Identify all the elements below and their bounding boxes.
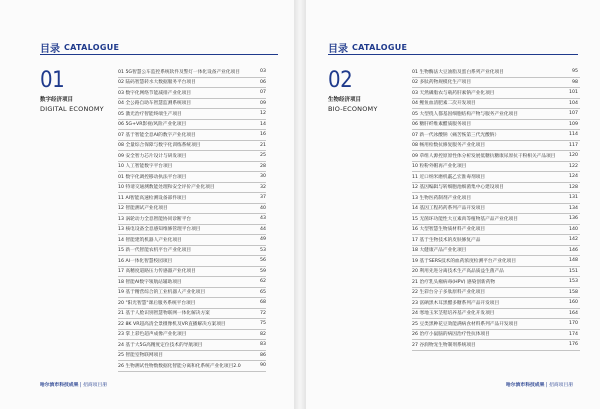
toc-entry-title: 24 基于大5G高精度定位技术的导航项目: [118, 342, 203, 348]
toc-entry-page: 122: [569, 163, 578, 169]
toc-entry-title: 18 大健康产品产业化项目: [412, 248, 467, 254]
right-page: [306, 0, 600, 409]
toc-entry-page: 07: [260, 90, 266, 96]
toc-entry[interactable]: [118, 67, 266, 78]
toc-entry-page: 131: [569, 195, 578, 201]
section-title-en: DIGITAL ECONOMY: [40, 105, 104, 113]
toc-entry-title: 23 掌上彩色超声成像产业化项目: [118, 332, 187, 338]
toc-entry[interactable]: [118, 141, 266, 152]
toc-entry-page: 44: [260, 226, 266, 232]
toc-entry-page: 98: [572, 79, 578, 85]
toc-entry-title: 12 基因编辑与转细胞池细菌集中心建设项目: [412, 185, 504, 191]
toc-entry-title: 17 基于生物技术的皮肤修复产品: [412, 237, 481, 243]
toc-entry-title: 03 天然磷脂农与载药肝素钠产业化项目: [412, 90, 495, 96]
toc-entry-title: 02 多肽药物规模化生产项目: [412, 80, 472, 86]
toc-entry[interactable]: [118, 267, 266, 278]
toc-entry-page: 53: [260, 247, 266, 253]
toc-entry[interactable]: [118, 340, 266, 351]
toc-entry[interactable]: [412, 67, 580, 78]
catalogue-heading: [40, 41, 119, 53]
toc-entry[interactable]: [412, 298, 580, 309]
toc-entry-page: 95: [572, 69, 578, 75]
toc-entry-page: 49: [260, 237, 266, 243]
toc-entry[interactable]: [412, 120, 580, 131]
toc-entry-title: 16 AI一体化智慧校园项目: [118, 258, 173, 264]
catalogue-title-zh: 目录: [40, 43, 60, 55]
toc-entry-title: 15 无菌环功能性大豆素肉等植物基产品产业化项目: [412, 216, 518, 222]
toc-entry-title: 10 人工智能数字平台项目: [118, 164, 173, 170]
section-title-zh: 生物经济项目: [328, 97, 362, 103]
toc-entry[interactable]: [118, 214, 266, 225]
toc-entry-title: 12 智能测试产业化项目: [118, 206, 168, 212]
toc-entry[interactable]: [118, 172, 266, 183]
toc-entry[interactable]: [412, 277, 580, 288]
toc-entry-title: 03 数字化网络节能减排产业化项目: [118, 90, 192, 96]
toc-entry-page: 43: [260, 216, 266, 222]
toc-entry[interactable]: [118, 277, 266, 288]
toc-entry-page: 32: [260, 184, 266, 190]
toc-entry-page: 142: [569, 237, 578, 243]
toc-entry-page: 124: [569, 174, 578, 180]
toc-entry[interactable]: [412, 256, 580, 267]
toc-entry-title: 16 大型智慧生物质材料产业化项目: [412, 227, 486, 233]
toc-entry[interactable]: [118, 361, 266, 372]
toc-entry-title: 02 陆码智慧转水大数据服务平台项目: [118, 80, 196, 86]
toc-entry[interactable]: [118, 109, 266, 120]
toc-entry[interactable]: [118, 235, 266, 246]
toc-entry[interactable]: [412, 319, 580, 330]
toc-entry-title: 01 生物酶法大豆油脂及蛋白系列产业化项目: [412, 69, 504, 75]
toc-entry-title: 06 5G+VR影视/风险产业化项目: [118, 122, 187, 128]
toc-entry-title: 04 全公路自助车智慧监测系统项目: [118, 101, 192, 107]
book-gutter: [294, 0, 306, 409]
toc-entry-title: 04 鲤鱼血清肥素二次开发项目: [412, 101, 476, 107]
toc-entry-page: 148: [569, 258, 578, 264]
toc-entry-page: 16: [260, 132, 266, 138]
toc-entry-title: 27 谷润物宠生物制剂系统项目: [412, 342, 476, 348]
heading-divider: [40, 54, 278, 55]
toc-entry[interactable]: [412, 141, 580, 152]
toc-entry[interactable]: [412, 99, 580, 110]
toc-entry-title: 09 草组人源控原原性体分析发展低糖抗糖康尿原抗干粉相关产品项目: [412, 153, 556, 159]
toc-entry-page: 104: [569, 100, 578, 106]
toc-entry-title: 11 近口纳米磨机霰乙宏淮毒剂项目: [412, 174, 486, 180]
toc-entry-title: 21 基于人脸识别智慧物联网一体化解决方案: [118, 311, 210, 317]
toc-entry-page: 82: [260, 331, 266, 337]
toc-entry[interactable]: [412, 204, 580, 215]
toc-entry-page: 40: [260, 205, 266, 211]
toc-entry[interactable]: [412, 109, 580, 120]
toc-entry[interactable]: [118, 162, 266, 173]
toc-entry-page: 37: [260, 195, 266, 201]
catalogue-title-en: CATALOGUE: [64, 42, 120, 52]
toc-entry-page: 68: [260, 300, 266, 306]
page-footer: [40, 381, 107, 388]
toc-entry-title: 26 生物测试性物数数据化智能分离和化系统产业化项目2.0: [118, 363, 241, 369]
left-page: [0, 0, 294, 409]
section-label: [40, 70, 104, 113]
toc-entry-title: 21 治疗乳头瘤病毒(HPV) 感染创新药物: [412, 279, 496, 285]
toc-entry-page: 30: [260, 174, 266, 180]
toc-entry-page: 176: [569, 342, 578, 348]
toc-entry-page: 25: [260, 153, 266, 159]
toc-entry-title: 17 高精度道路压力传感器产业化项目: [118, 269, 196, 275]
toc-entry[interactable]: [118, 298, 266, 309]
toc-entry[interactable]: [412, 330, 580, 341]
toc-entry-title: 22 生彩台分子多肽原料产业化项目: [412, 290, 486, 296]
toc-entry[interactable]: [412, 183, 580, 194]
toc-entry[interactable]: [118, 351, 266, 362]
toc-entry-title: 18 智能AI数字领航站辅助项目: [118, 279, 182, 285]
toc-entry-title: 06 糖肝纤维素醋质服务项目: [412, 122, 472, 128]
toc-entry-page: 21: [260, 142, 266, 148]
toc-list: [118, 67, 266, 372]
toc-entry[interactable]: [118, 288, 266, 299]
toc-entry-page: 56: [260, 258, 266, 264]
toc-entry-page: 140: [569, 226, 578, 232]
catalogue-title-en: CATALOGUE: [352, 42, 408, 52]
toc-entry-page: 75: [260, 321, 266, 327]
toc-entry-title: 19 基于精营综合的工业机器人产业化项目: [118, 290, 206, 296]
toc-entry-title: 13 涡轮动力全息智能协同诊断平台: [118, 216, 192, 222]
toc-entry-page: 114: [569, 132, 578, 138]
section-label: [328, 70, 378, 113]
toc-entry-title: 08 畅用检数抗修复服务产业化项目: [412, 143, 486, 149]
toc-entry-page: 117: [569, 142, 578, 148]
catalogue-heading: [328, 41, 407, 53]
footer-title: 哈尔滨市科技成果: [40, 383, 79, 388]
section-title-en: BIO-ECONOMY: [328, 105, 378, 113]
toc-entry[interactable]: [412, 88, 580, 99]
toc-entry[interactable]: [118, 151, 266, 162]
toc-entry-title: 20 "阳光智慧"课后服务系统平台项目: [118, 300, 196, 306]
toc-entry-page: 06: [260, 79, 266, 85]
toc-entry-title: 01 5G智慧公车监控系统软件及警灯一体化设备产业化项目: [118, 69, 240, 75]
footer-subtitle: | 招商项目册: [545, 383, 574, 388]
toc-entry-page: 65: [260, 289, 266, 295]
toc-entry-page: 164: [569, 310, 578, 316]
toc-entry[interactable]: [118, 319, 266, 330]
footer-title: 哈尔滨市科技成果: [506, 383, 545, 388]
toc-entry[interactable]: [412, 225, 580, 236]
toc-entry-title: 14 智能建筑机器人产业化项目: [118, 237, 182, 243]
toc-entry-title: 07 新一代冰酸钠（痛苦恢第三代光酸钠）: [412, 132, 500, 138]
toc-entry-page: 170: [569, 321, 578, 327]
toc-entry[interactable]: [412, 193, 580, 204]
toc-entry[interactable]: [118, 204, 266, 215]
toc-entry-title: 10 特请交通测数能处理和安全评价产业化项目: [118, 185, 215, 191]
toc-entry-title: 22 8K VR超高清全景摄像机及VR直播解决方案项目: [118, 321, 226, 327]
toc-entry-page: 03: [260, 69, 266, 75]
toc-entry[interactable]: [118, 330, 266, 341]
toc-entry-page: 62: [260, 279, 266, 285]
toc-entry-title: 25 豆类黑种花豆效能满病食材料系列产品开发项目: [412, 321, 518, 327]
toc-entry[interactable]: [118, 225, 266, 236]
toc-entry[interactable]: [118, 193, 266, 204]
toc-entry-page: 28: [260, 163, 266, 169]
toc-entry-page: 128: [569, 184, 578, 190]
toc-entry[interactable]: [412, 162, 580, 173]
toc-entry-title: 13 核电设备全息感知维修管理平台项目: [118, 227, 201, 233]
toc-entry-page: 09: [260, 100, 266, 106]
toc-entry[interactable]: [118, 183, 266, 194]
toc-entry-title: 23 富硒黑木耳黑醋多糖系列产品开发项目: [412, 300, 500, 306]
section-number: 02: [328, 68, 353, 93]
toc-entry-title: 01 数字化调控移动执法平台项目: [118, 174, 187, 180]
footer-subtitle: | 招商项目册: [79, 383, 108, 388]
toc-entry-title: 05 激光治疗智能终端生产项目: [118, 111, 182, 117]
toc-entry-page: 59: [260, 268, 266, 274]
toc-list: [412, 67, 580, 351]
toc-entry-title: 11 AI智能高速检测设备部件项目: [118, 195, 187, 201]
toc-entry[interactable]: [118, 130, 266, 141]
heading-divider: [328, 54, 578, 55]
toc-entry-title: 14 基因工程药药系列产品开发项目: [412, 206, 486, 212]
toc-entry[interactable]: [118, 78, 266, 89]
catalogue-title-zh: 目录: [328, 43, 348, 55]
toc-entry-page: 146: [569, 247, 578, 253]
toc-entry-page: 86: [260, 352, 266, 358]
toc-entry-page: 153: [569, 279, 578, 285]
toc-entry[interactable]: [412, 267, 580, 278]
toc-entry[interactable]: [412, 78, 580, 89]
toc-entry-page: 72: [260, 310, 266, 316]
toc-entry-page: 174: [569, 331, 578, 337]
toc-entry[interactable]: [412, 340, 580, 351]
toc-entry[interactable]: [412, 151, 580, 162]
toc-entry-title: 19 基于SERS技术的血药浓度检测平台产业化项目: [412, 258, 517, 264]
toc-entry-title: 25 智能室物联网项目: [118, 353, 163, 359]
toc-entry[interactable]: [412, 130, 580, 141]
toc-entry[interactable]: [118, 309, 266, 320]
page-footer: [506, 381, 573, 388]
toc-entry-page: 158: [569, 289, 578, 295]
toc-entry-title: 10 粒粉外帽再产业化项目: [412, 164, 467, 170]
toc-entry[interactable]: [118, 256, 266, 267]
toc-entry[interactable]: [412, 309, 580, 320]
section-title-zh: 数字经济项目: [40, 97, 74, 103]
toc-entry[interactable]: [412, 235, 580, 246]
toc-entry[interactable]: [412, 172, 580, 183]
toc-entry[interactable]: [412, 246, 580, 257]
toc-entry-page: 109: [569, 121, 578, 127]
toc-entry-page: 14: [260, 121, 266, 127]
toc-entry-title: 26 治疗小鼠脑的病因治疗性抗体项目: [412, 332, 490, 338]
toc-entry[interactable]: [118, 88, 266, 99]
toc-entry-page: 101: [569, 90, 578, 96]
section-number: 01: [40, 68, 65, 93]
toc-entry[interactable]: [412, 288, 580, 299]
toc-entry-title: 15 新一代智能农机平台产业化项目: [118, 248, 192, 254]
toc-entry[interactable]: [118, 99, 266, 110]
toc-entry-title: 20 利用先进分离技术生产高品质益生菌产品: [412, 269, 504, 275]
toc-entry-page: 160: [569, 300, 578, 306]
toc-entry-page: 151: [569, 268, 578, 274]
toc-entry-page: 107: [569, 111, 578, 117]
toc-entry[interactable]: [118, 120, 266, 131]
toc-entry-title: 09 安全智力芯片设计与研发项目: [118, 153, 187, 159]
toc-entry-page: 90: [260, 363, 266, 369]
toc-entry-page: 83: [260, 342, 266, 348]
toc-entry-page: 136: [569, 216, 578, 222]
toc-entry-title: 24 寒地玉米茎秸培养基产业化开发项目: [412, 311, 495, 317]
toc-entry-title: 07 基于智能全息AI的数字产业化项目: [118, 132, 196, 138]
toc-entry-page: 134: [569, 205, 578, 211]
toc-entry[interactable]: [412, 214, 580, 225]
toc-entry-page: 120: [569, 153, 578, 159]
toc-entry-title: 05 大型绕人都基因细胞结构产物与服务产业化项目: [412, 111, 518, 117]
toc-entry-title: 08 全量综合保障与数字化训练系统项目: [118, 143, 201, 149]
toc-entry[interactable]: [118, 246, 266, 257]
toc-entry-page: 12: [260, 111, 266, 117]
toc-entry-title: 13 生物医药制剂产业化项目: [412, 195, 472, 201]
